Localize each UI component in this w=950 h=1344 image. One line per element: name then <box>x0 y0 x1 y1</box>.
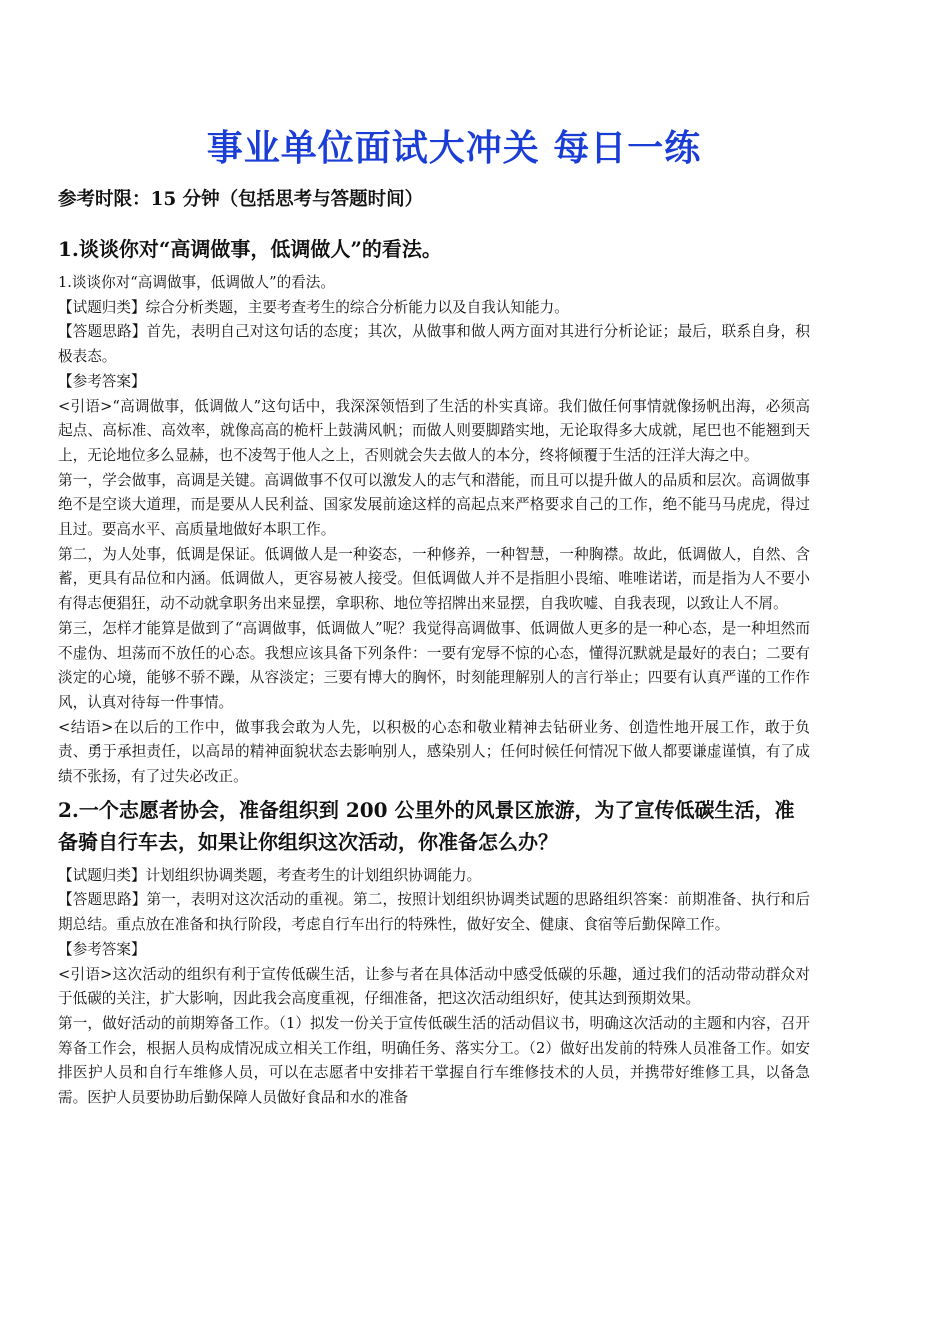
question-1-body <box>58 271 810 790</box>
question-1-heading: 1.谈谈你对“高调做事，低调做人”的看法。 <box>58 237 442 261</box>
paragraph: 第一，学会做事，高调是关键。高调做事不仅可以激发人的志气和潜能，而且可以提升做人的品质和层次。高调做事绝不是空谈大道理，而是要从人民利益、国家发展前途这样的高起点来严格要求自己的工作，绝不能马马虎虎，得过且过。要高水平、高质量地做好本职工作。 <box>58 471 810 539</box>
paragraph: 【试题归类】综合分析类题，主要考查考生的综合分析能力以及自我认知能力。 <box>58 298 569 316</box>
paragraph: 【试题归类】计划组织协调类题，考查考生的计划组织协调能力。 <box>58 866 482 884</box>
paragraph: 第一，做好活动的前期筹备工作。（1）拟发一份关于宣传低碳生活的活动倡议书，明确这次活动的主题和内容，召开筹备工作会，根据人员构成情况成立相关工作组，明确任务、落实分工。（2）做好出发前的特殊人员准备工作。如安排医护人员和自行车维修人员，可以在志愿者中安排若干掌握自行车维修技术的人员，并携带好维修工具，以备急需。医护人员要协助后勤保障人员做好食品和水的准备 <box>58 1014 810 1107</box>
paragraph: 【参考答案】 <box>58 940 146 958</box>
document-page <box>58 120 810 1111</box>
paragraph: 【答题思路】首先，表明自己对这句话的态度；其次，从做事和做人两方面对其进行分析论证；最后，联系自身，积极表态。 <box>58 323 810 366</box>
paragraph: 1.谈谈你对“高调做事，低调做人”的看法。 <box>58 274 335 291</box>
paragraph: 第二，为人处事，低调是保证。低调做人是一种姿态，一种修养，一种智慧，一种胸襟。故此，低调做人，自然、含蓄，更具有品位和内涵。低调做人，更容易被人接受。但低调做人并不是指胆小畏缩、唯唯诺诺，而是指为人不要小有得志便猖狂，动不动就拿职务出来显摆，拿职称、地位等招牌出来显摆，自我吹嘘、自我表现，以致让人不屑。 <box>58 545 810 613</box>
question-2-body <box>58 864 810 1111</box>
page-title: 事业单位面试大冲关 每日一练 <box>206 128 702 169</box>
paragraph: 【答题思路】第一，表明对这次活动的重视。第二，按照计划组织协调类试题的思路组织答案：前期准备、执行和后期总结。重点放在准备和执行阶段，考虑自行车出行的特殊性，做好安全、健康、食宿等后勤保障工作。 <box>58 891 810 934</box>
paragraph: <引语>“高调做事，低调做人”这句话中，我深深领悟到了生活的朴实真谛。我们做任何事情就像扬帆出海，必须高起点、高标准、高效率，就像高高的桅杆上鼓满风帆；而做人则要脚踏实地，无论取得多大成就，尾巴也不能翘到天上，无论地位多么显赫，也不凌驾于他人之上，否则就会失去做人的本分，终将倾覆于生活的汪洋大海之中。 <box>58 397 810 464</box>
paragraph: 第三，怎样才能算是做到了“高调做事，低调做人”呢？我觉得高调做事、低调做人更多的是一种心态，是一种坦然而不虚伪、坦荡而不放任的心态。我想应该具备下列条件：一要有宠辱不惊的心态，懂得沉默就是最好的表白；二要有淡定的心境，能够不骄不躁，从容淡定；三要有博大的胸怀，时刻能理解别人的言行举止；四要有认真严谨的工作作风，认真对待每一件事情。 <box>58 619 810 711</box>
paragraph: <结语>在以后的工作中，做事我会敢为人先，以积极的心态和敬业精神去钻研业务、创造性地开展工作，敢于负责、勇于承担责任，以高昂的精神面貌状态去影响别人，感染别人；任何时候任何情况下做人都要谦虚谨慎，有了成绩不张扬，有了过失必改正。 <box>58 718 810 786</box>
paragraph: 【参考答案】 <box>58 372 146 390</box>
time-limit: 参考时限：15 分钟（包括思考与答题时间） <box>58 189 424 210</box>
paragraph: <引语>这次活动的组织有利于宣传低碳生活，让参与者在具体活动中感受低碳的乐趣，通过我们的活动带动群众对于低碳的关注，扩大影响，因此我会高度重视，仔细准备，把这次活动组织好，使其达到预期效果。 <box>58 965 810 1008</box>
question-2-heading: 2.一个志愿者协会，准备组织到 200 公里外的风景区旅游，为了宣传低碳生活，准备骑自行车去，如果让你组织这次活动，你准备怎么办？ <box>58 797 795 854</box>
